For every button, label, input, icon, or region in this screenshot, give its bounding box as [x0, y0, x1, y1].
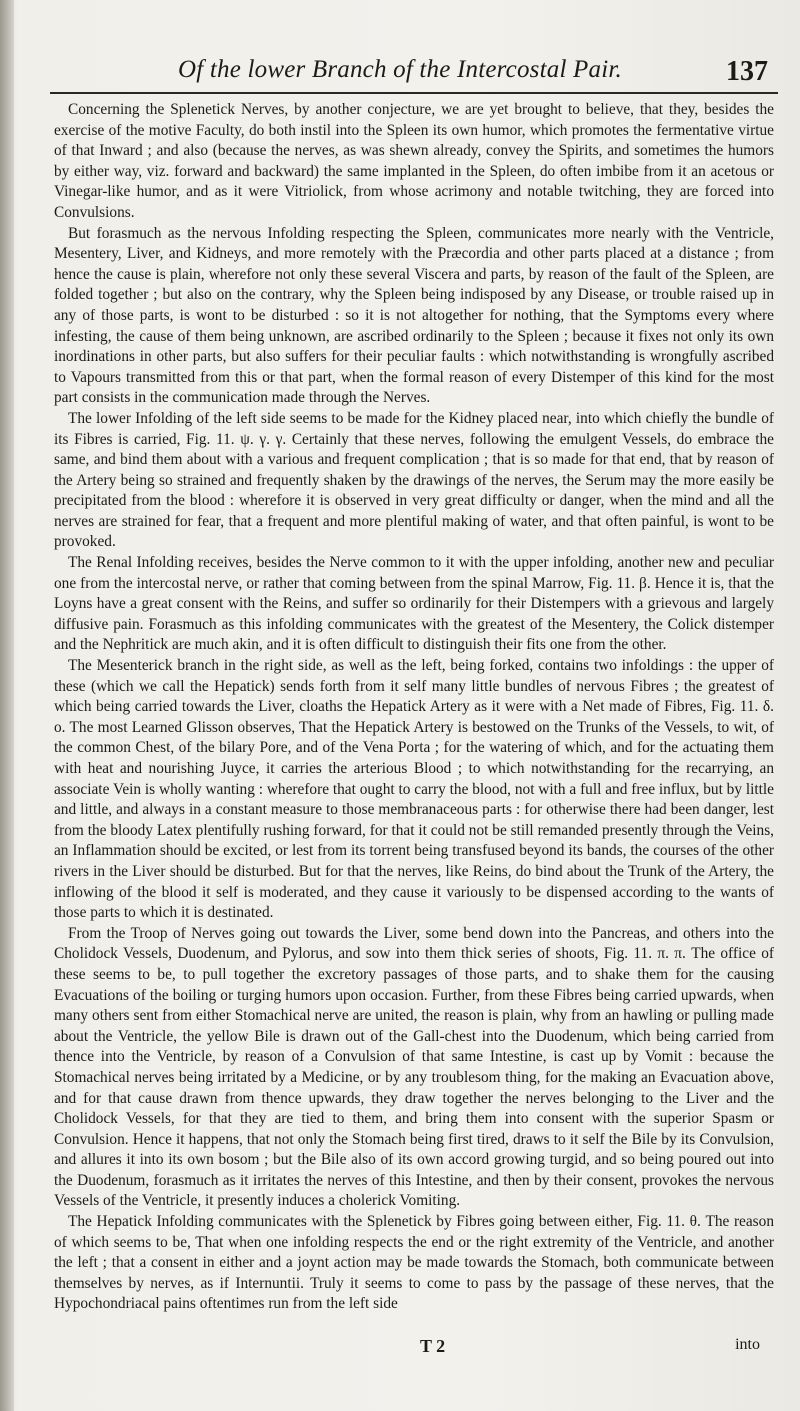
catchword: into	[735, 1336, 760, 1353]
page-footer	[0, 1336, 800, 1366]
body-text	[54, 100, 774, 1315]
paragraph: But forasmuch as the nervous Infolding respecting the Spleen, communicates more nearly with the Ventricle, Mesentery, Liver, and Kidneys, and more remotely with the Præcordia and other parts placed at a distance ; from hence the cause is plain, wherefore not only these several Viscera and parts, by reason of the fault of the Spleen, are folded together ; but also on the contrary, why the Spleen being indisposed by any Disease, or trouble raised up in any of those parts, is wont to be disturbed : so it is not altogether for nothing, that the Symptoms every where infesting, the cause of them being unknown, are ascribed ordinarily to the Spleen ; because it fixes not only its own inordinations in other parts, but also suffers for their peculiar faults : which notwithstanding is wrongfully ascribed to Vapours transmitted from this or that part, when the formal reason of every Distemper of this kind for the most part consists in the communication made through the Nerves.	[54, 224, 774, 407]
page-header	[0, 50, 800, 94]
paragraph: The Renal Infolding receives, besides the Nerve common to it with the upper infolding, another new and peculiar one from the intercostal nerve, or rather that coming between from the spinal Marrow, Fig. 11. β. Hence it is, that the Loyns have a great consent with the Reins, and suffer so ordinarily for their Distempers with a grievous and largely diffusive pain. Forasmuch as this infolding communicates with the greatest of the Mesentery, the Colick distemper and the Nephritick are much akin, and it is often difficult to distinguish their fits one from the other.	[54, 554, 774, 654]
paragraph: From the Troop of Nerves going out towards the Liver, some bend down into the Pancreas, and others into the Cholidock Vessels, Duodenum, and Pylorus, and sow into them thick series of shoots, Fig. 11. π. π. The office of these seems to be, to pull together the excretory passages of those parts, and to shake them for the causing Evacuations of the boiling or turging humors upon occasion. Further, from these Fibres being carried upwards, when many others sent from either Stomachical nerve are united, the reason is plain, why from an hawling or pulling made about the Ventricle, the yellow Bile is drawn out of the Gall-chest into the Duodenum, which being carried from thence into the Ventricle, by reason of a Convulsion of that same Intestine, is cast up by Vomit : because the Stomachical nerves being irritated by a Medicine, or by any troublesom thing, for the making an Evacuation above, and for that cause drawn from thence upwards, they draw together the nerves belonging to the Liver and the Cholidock Vessels, for that they are tied to them, and bring them into consent with the superior Spasm or Convulsion. Hence it happens, that not only the Stomach being first tired, draws to it self the Bile by its Convulsion, and allures it into its own bosom ; but the Bile also of its own accord growing turgid, and so being poured out into the Duodenum, forasmuch as it irritates the nerves of this Intestine, and then by their consent, provokes the nervous Vessels of the Ventricle, it presently induces a cholerick Vomiting.	[54, 924, 774, 1210]
paragraph: The Hepatick Infolding communicates with the Splenetick by Fibres going between either, Fig. 11. θ. The reason of which seems to be, That when one infolding respects the end or the right extremity of the Ventricle, and another the left ; that a consent in either and a joynt action may be made towards the Stomach, both communicate between themselves by nerves, as if Internuntii. Truly it seems to come to pass by the passage of these nerves, that the Hypochondriacal pains oftentimes run from the left side	[54, 1213, 774, 1313]
running-title: Of the lower Branch of the Intercostal Pair.	[178, 56, 622, 83]
paragraph: The Mesenterick branch in the right side, as well as the left, being forked, contains two infoldings : the upper of these (which we call the Hepatick) sends forth from it self many little bundles of nervous Fibres ; the greatest of which being carried towards the Liver, cloaths the Hepatick Artery as it were with a Net made of Fibres, Fig. 11. δ. o. The most Learned Glisson observes, That the Hepatick Artery is bestowed on the Trunks of the Vessels, to wit, of the common Chest, of the bilary Pore, and of the Vena Porta ; for the watering of which, and for the actuating them with heat and nourishing Juyce, it carries the arterious Blood ; to which notwithstanding for the recarrying, an associate Vein is wholly wanting : wherefore that ought to carry the blood, not with a full and free influx, but by little and little, and always in a constant measure to those membranaceous parts : for otherwise there had been danger, lest from the bloody Latex plentifully rushing forward, for that it could not be still remanded presently through the Veins, an Inflammation should be excited, or lest from its torrent being transfused beyond its bands, the courses of the other rivers in the Liver should be disturbed. But for that the nerves, like Reins, do bind about the Trunk of the Artery, the inflowing of the blood it self is moderated, and they cause it variously to be dispensed according to the wants of those parts to which it is destinated.	[54, 657, 774, 922]
paragraph: Concerning the Splenetick Nerves, by another conjecture, we are yet brought to believe, that they, besides the exercise of the motive Faculty, do both instil into the Spleen its own humor, which promotes the fermentative virtue of that Inward ; and also (because the nerves, as was shewn already, convey the Spirits, and sometimes the humors by either way, viz. forward and backward) the same implanted in the Spleen, do often imbibe from it an acetous or Vinegar-like humor, and as it were Vitriolick, from whose acrimony and notable twitching, they are forced into Convulsions.	[54, 101, 774, 221]
signature-mark: T 2	[420, 1336, 446, 1356]
page-number: 137	[726, 56, 768, 87]
header-rule	[50, 92, 778, 94]
page-gutter-edge	[0, 0, 14, 1411]
paragraph: The lower Infolding of the left side seems to be made for the Kidney placed near, into which chiefly the bundle of its Fibres is carried, Fig. 11. ψ. γ. γ. Certainly that these nerves, following the emulgent Vessels, do embrace the same, and bind them about with a various and frequent complication ; that is so made for that end, that by reason of the Artery being so strained and frequently shaken by the drawings of the nerves, the Serum may the more easily be precipitated from the blood : wherefore it is observed in very great difficulty or danger, when the mind and all the nerves are strained for fear, that a frequent and more plentiful making of water, and that often painful, is wont to be provoked.	[54, 409, 774, 551]
